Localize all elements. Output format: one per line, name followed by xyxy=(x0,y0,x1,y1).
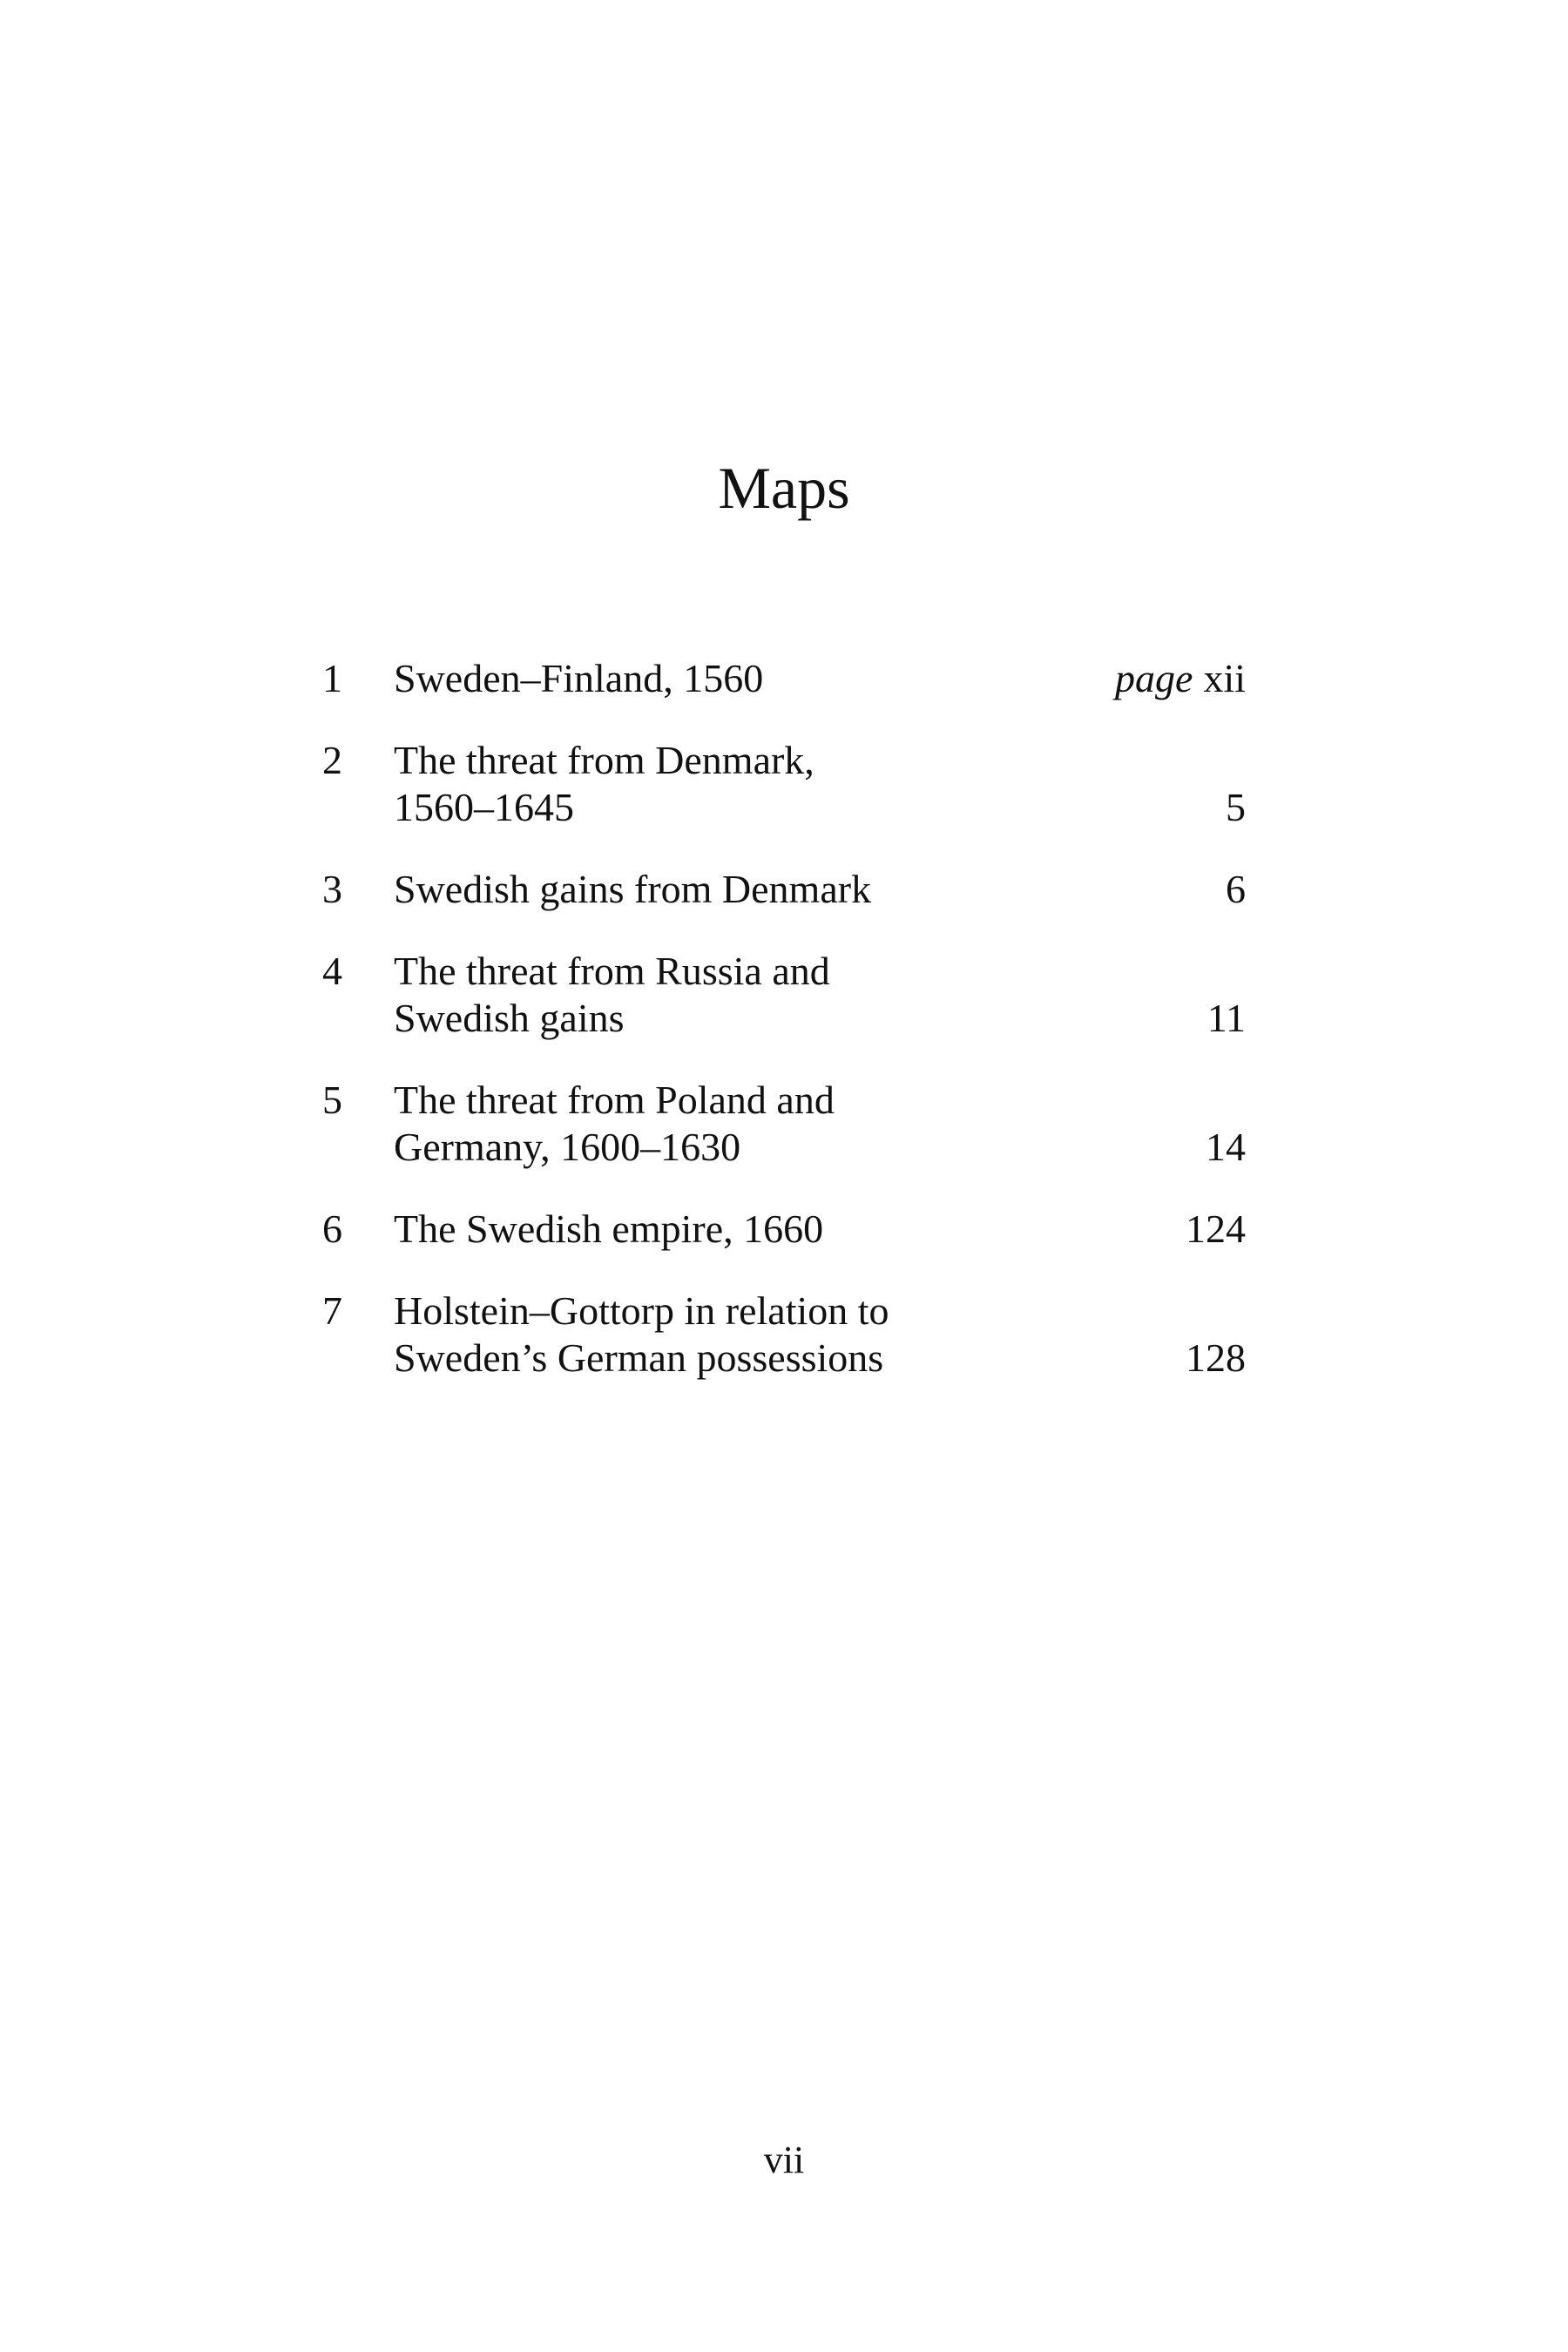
list-item xyxy=(322,655,1246,702)
page-number: xii xyxy=(1203,656,1246,700)
map-title-line: The threat from Denmark, xyxy=(394,738,814,782)
map-title-line: Swedish gains xyxy=(394,996,625,1040)
map-title-line: 1560–1645 xyxy=(394,785,574,829)
page-number: 128 xyxy=(1186,1335,1246,1380)
page-title: Maps xyxy=(718,455,850,521)
page-number: 11 xyxy=(1206,996,1246,1040)
page-number: 5 xyxy=(1226,785,1246,829)
folio: vii xyxy=(763,2139,805,2181)
map-title-line: The threat from Russia and xyxy=(394,949,830,993)
page-reference xyxy=(1115,655,1246,702)
map-number: 3 xyxy=(322,867,342,911)
list-item xyxy=(322,1077,1246,1171)
map-title-line: Germany, 1600–1630 xyxy=(394,1125,741,1169)
list-item xyxy=(322,1288,1246,1382)
map-title xyxy=(394,1077,1089,1171)
map-title xyxy=(394,655,1089,702)
map-title xyxy=(394,737,1089,831)
map-title xyxy=(394,1206,1089,1253)
list-item xyxy=(322,948,1246,1042)
page-number: 124 xyxy=(1186,1206,1246,1251)
map-number: 7 xyxy=(322,1288,342,1333)
map-title xyxy=(394,1288,1089,1382)
map-number: 5 xyxy=(322,1078,342,1122)
page-number: 6 xyxy=(1226,867,1246,911)
list-item xyxy=(322,737,1246,831)
map-number: 4 xyxy=(322,949,342,993)
map-title-line: Swedish gains from Denmark xyxy=(394,867,872,911)
map-title xyxy=(394,866,1089,913)
maps-list xyxy=(322,655,1246,1416)
map-title-line: Holstein–Gottorp in relation to xyxy=(394,1288,889,1333)
map-number: 1 xyxy=(322,656,342,700)
list-item xyxy=(322,1206,1246,1253)
page-label: page xyxy=(1115,656,1193,700)
list-item xyxy=(322,866,1246,913)
map-title-line: Sweden–Finland, 1560 xyxy=(394,656,764,700)
page-number: 14 xyxy=(1206,1125,1246,1169)
map-number: 6 xyxy=(322,1206,342,1251)
map-title-line: The threat from Poland and xyxy=(394,1078,835,1122)
map-title-line: The Swedish empire, 1660 xyxy=(394,1206,824,1251)
map-number: 2 xyxy=(322,738,342,782)
map-title-line: Sweden’s German possessions xyxy=(394,1335,884,1380)
map-title xyxy=(394,948,1089,1042)
